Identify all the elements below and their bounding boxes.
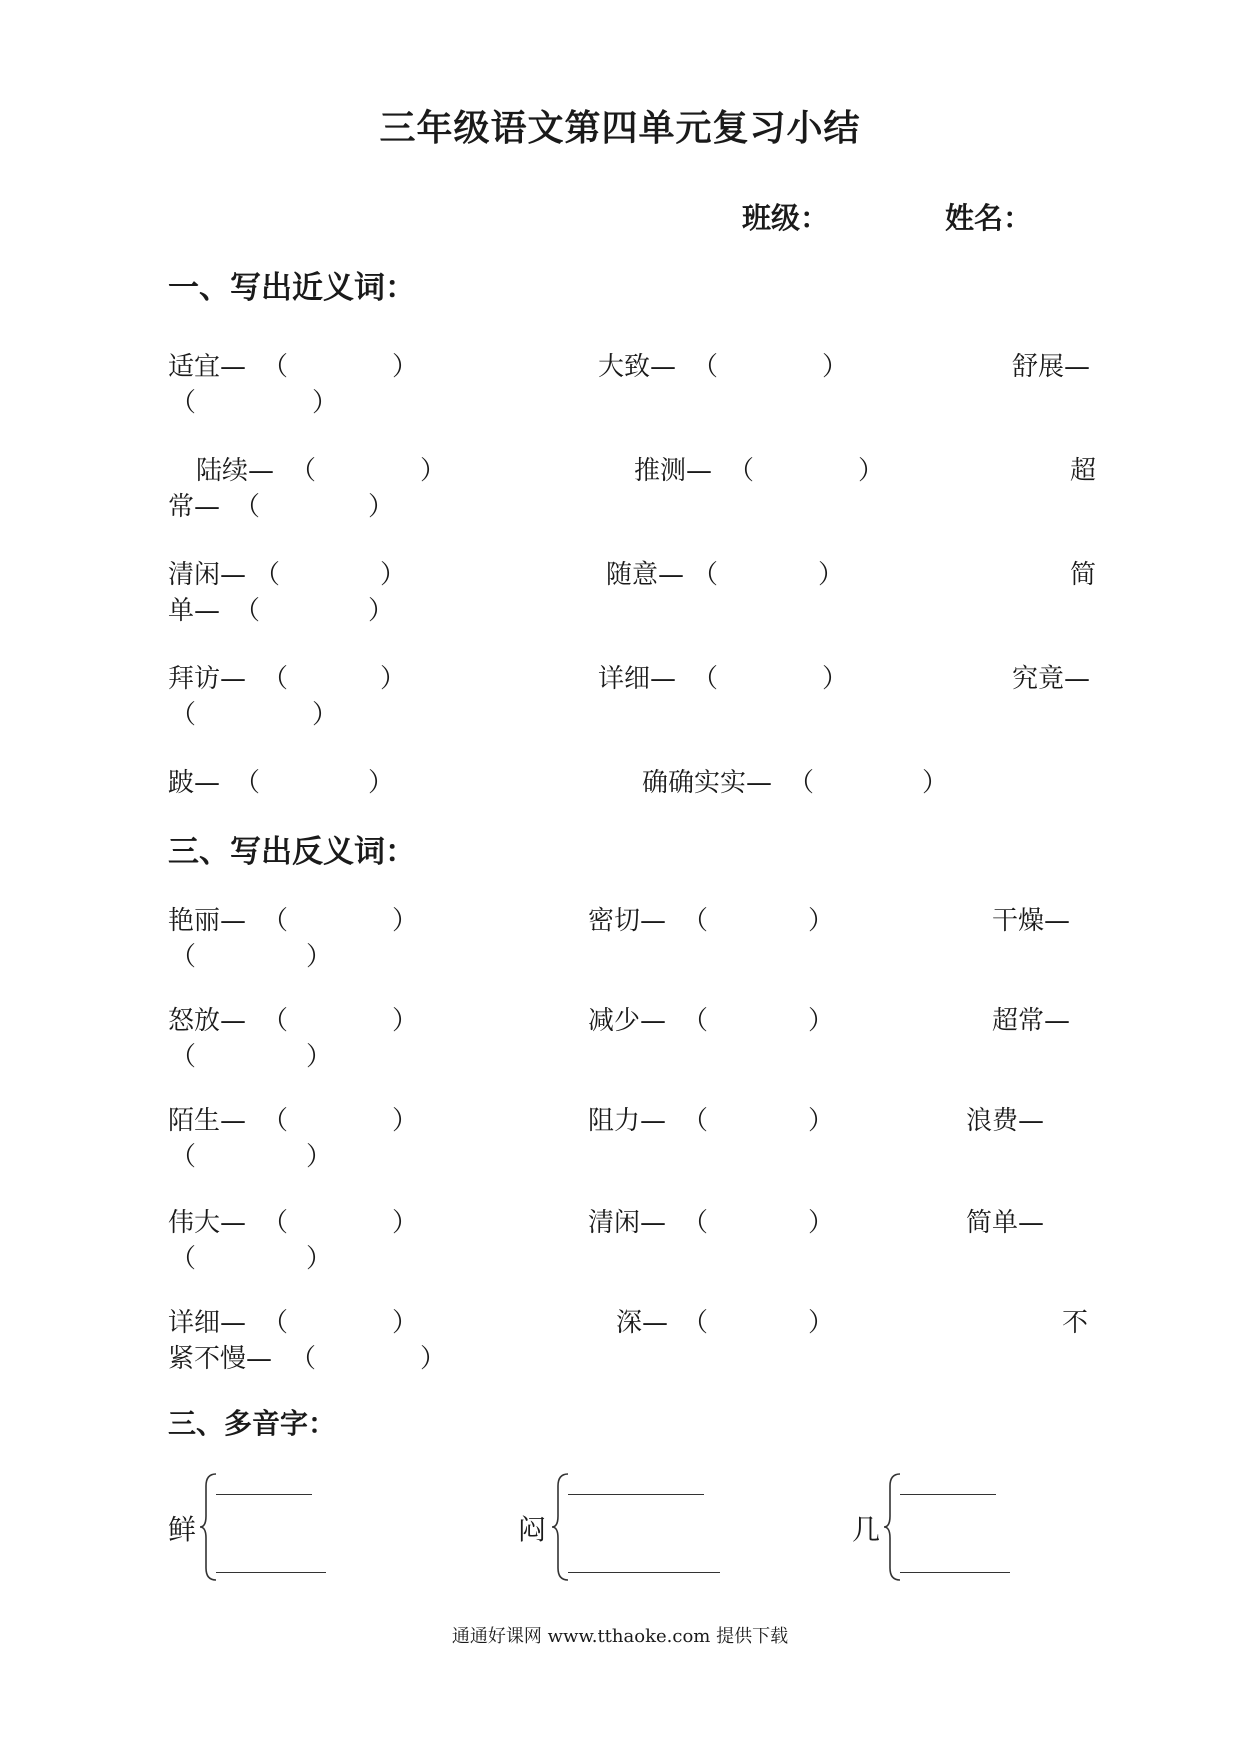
synonym-item: 适宜— bbox=[168, 352, 247, 382]
answer-close-paren: ） bbox=[858, 456, 885, 486]
answer-open-paren: （ bbox=[170, 388, 197, 418]
synonym-item-wrap-lead: 超 bbox=[1070, 456, 1097, 486]
polyphonic-char: 闷 bbox=[518, 1513, 547, 1546]
answer-open-paren: （ bbox=[170, 1042, 197, 1072]
answer-open-paren: （ bbox=[234, 768, 261, 798]
answer-open-paren: （ bbox=[234, 492, 261, 522]
antonym-item: 详细— bbox=[168, 1308, 247, 1338]
antonym-item: 艳丽— bbox=[168, 906, 247, 936]
antonym-item: 陌生— bbox=[168, 1106, 247, 1136]
synonym-item-wrap-tail: 常— bbox=[168, 492, 221, 522]
antonym-item: 简单— bbox=[966, 1208, 1045, 1238]
answer-close-paren: ） bbox=[808, 1308, 835, 1338]
name-label: 姓名： bbox=[945, 201, 1033, 235]
answer-open-paren: （ bbox=[262, 1006, 289, 1036]
section-antonyms-heading: 三、写出反义词： bbox=[168, 834, 416, 870]
answer-close-paren: ） bbox=[380, 560, 407, 590]
answer-open-paren: （ bbox=[262, 352, 289, 382]
answer-open-paren: （ bbox=[682, 1106, 709, 1136]
answer-open-paren: （ bbox=[692, 664, 719, 694]
answer-open-paren: （ bbox=[170, 1244, 197, 1274]
section-polyphonic-heading: 三、多音字： bbox=[168, 1407, 337, 1440]
antonym-item: 清闲— bbox=[588, 1208, 667, 1238]
answer-close-paren: ） bbox=[420, 456, 447, 486]
left-brace-icon bbox=[884, 1472, 902, 1582]
answer-close-paren: ） bbox=[312, 388, 339, 418]
answer-open-paren: （ bbox=[692, 560, 719, 590]
polyphonic-char: 鲜 bbox=[168, 1513, 197, 1546]
answer-close-paren: ） bbox=[922, 768, 949, 798]
answer-open-paren: （ bbox=[682, 1006, 709, 1036]
answer-close-paren: ） bbox=[392, 1006, 419, 1036]
left-brace-icon bbox=[552, 1472, 570, 1582]
antonym-item-wrap-tail: 紧不慢— bbox=[168, 1344, 273, 1374]
answer-open-paren: （ bbox=[262, 1106, 289, 1136]
answer-close-paren: ） bbox=[808, 906, 835, 936]
synonym-item: 陆续— bbox=[196, 456, 275, 486]
antonym-item: 减少— bbox=[588, 1006, 667, 1036]
answer-open-paren: （ bbox=[682, 906, 709, 936]
answer-open-paren: （ bbox=[262, 1208, 289, 1238]
antonym-item: 伟大— bbox=[168, 1208, 247, 1238]
answer-close-paren: ） bbox=[368, 768, 395, 798]
answer-close-paren: ） bbox=[312, 700, 339, 730]
synonym-item: 详细— bbox=[598, 664, 677, 694]
answer-open-paren: （ bbox=[254, 560, 281, 590]
answer-open-paren: （ bbox=[262, 906, 289, 936]
antonym-item-wrap-lead: 不 bbox=[1062, 1308, 1089, 1338]
answer-open-paren: （ bbox=[290, 456, 317, 486]
footer-credit: 通通好课网 www.tthaoke.com 提供下载 bbox=[451, 1626, 789, 1647]
answer-blank bbox=[568, 1572, 720, 1573]
antonym-item: 怒放— bbox=[168, 1006, 247, 1036]
answer-blank bbox=[568, 1494, 704, 1495]
answer-close-paren: ） bbox=[368, 596, 395, 626]
antonym-item: 阻力— bbox=[588, 1106, 667, 1136]
synonym-item: 究竟— bbox=[1012, 664, 1091, 694]
answer-open-paren: （ bbox=[682, 1208, 709, 1238]
answer-blank bbox=[216, 1494, 312, 1495]
answer-close-paren: ） bbox=[392, 1308, 419, 1338]
antonym-item: 浪费— bbox=[966, 1106, 1045, 1136]
polyphonic-char: 几 bbox=[852, 1513, 881, 1546]
synonym-item-wrap-lead: 简 bbox=[1070, 560, 1097, 590]
answer-close-paren: ） bbox=[420, 1344, 447, 1374]
synonym-item: 推测— bbox=[634, 456, 713, 486]
antonym-item: 干燥— bbox=[992, 906, 1071, 936]
answer-close-paren: ） bbox=[808, 1106, 835, 1136]
antonym-item: 超常— bbox=[992, 1006, 1071, 1036]
page-title: 三年级语文第四单元复习小结 bbox=[379, 108, 861, 149]
answer-open-paren: （ bbox=[682, 1308, 709, 1338]
section-synonyms-heading: 一、写出近义词： bbox=[168, 270, 416, 306]
answer-blank bbox=[900, 1494, 996, 1495]
answer-close-paren: ） bbox=[368, 492, 395, 522]
synonym-item: 大致— bbox=[598, 352, 677, 382]
synonym-item: 跛— bbox=[168, 768, 221, 798]
answer-open-paren: （ bbox=[788, 768, 815, 798]
synonym-item: 舒展— bbox=[1012, 352, 1091, 382]
answer-open-paren: （ bbox=[170, 700, 197, 730]
answer-open-paren: （ bbox=[262, 1308, 289, 1338]
synonym-item: 拜访— bbox=[168, 664, 247, 694]
left-brace-icon bbox=[200, 1472, 218, 1582]
answer-close-paren: ） bbox=[808, 1006, 835, 1036]
antonym-item: 深— bbox=[616, 1308, 669, 1338]
synonym-item: 确确实实— bbox=[642, 768, 773, 798]
antonym-item: 密切— bbox=[588, 906, 667, 936]
answer-close-paren: ） bbox=[392, 1208, 419, 1238]
answer-close-paren: ） bbox=[380, 664, 407, 694]
answer-close-paren: ） bbox=[306, 1042, 333, 1072]
answer-open-paren: （ bbox=[234, 596, 261, 626]
answer-close-paren: ） bbox=[822, 664, 849, 694]
answer-blank bbox=[900, 1572, 1010, 1573]
synonym-item-wrap-tail: 单— bbox=[168, 596, 221, 626]
answer-close-paren: ） bbox=[306, 1244, 333, 1274]
answer-open-paren: （ bbox=[170, 1142, 197, 1172]
answer-close-paren: ） bbox=[392, 906, 419, 936]
answer-open-paren: （ bbox=[692, 352, 719, 382]
answer-open-paren: （ bbox=[170, 942, 197, 972]
answer-close-paren: ） bbox=[392, 1106, 419, 1136]
class-label: 班级： bbox=[742, 201, 830, 235]
answer-open-paren: （ bbox=[728, 456, 755, 486]
answer-close-paren: ） bbox=[306, 1142, 333, 1172]
answer-open-paren: （ bbox=[262, 664, 289, 694]
answer-open-paren: （ bbox=[290, 1344, 317, 1374]
synonym-item: 随意— bbox=[606, 560, 685, 590]
answer-close-paren: ） bbox=[306, 942, 333, 972]
synonym-item: 清闲— bbox=[168, 560, 247, 590]
answer-close-paren: ） bbox=[392, 352, 419, 382]
answer-close-paren: ） bbox=[808, 1208, 835, 1238]
answer-close-paren: ） bbox=[818, 560, 845, 590]
answer-blank bbox=[216, 1572, 326, 1573]
answer-close-paren: ） bbox=[822, 352, 849, 382]
